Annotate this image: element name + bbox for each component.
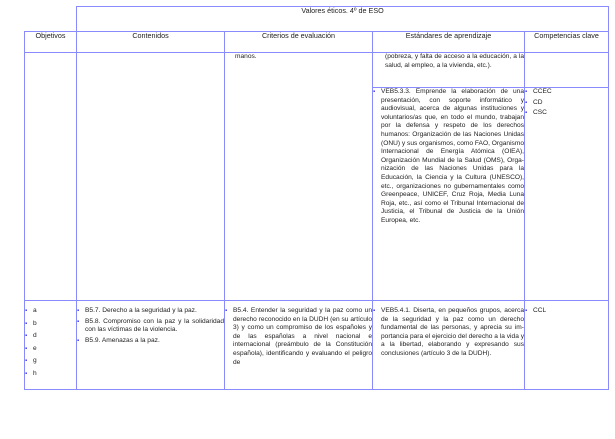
objetivos-cell-empty: [25, 53, 77, 301]
header-estandares: Estándares de aprendizaje: [373, 32, 525, 53]
bullet-icon: ▪: [525, 99, 528, 106]
objetivo: h: [33, 369, 37, 377]
list-item: [25, 307, 76, 316]
list-item: [25, 357, 76, 366]
header-contenidos: Contenidos: [77, 32, 225, 53]
objetivo: e: [33, 344, 37, 352]
estandar-cell: [373, 88, 528, 301]
table-header-row: [25, 32, 609, 53]
list-item: [77, 307, 224, 316]
contenidos-cell-empty: [77, 53, 225, 301]
list-item: [373, 88, 524, 226]
objetivo: g: [33, 357, 37, 365]
list-item: [525, 99, 608, 108]
competencias-cell: [525, 88, 609, 301]
contenidos-cell: [77, 301, 228, 390]
estandar-cell: [373, 301, 528, 390]
contenido: B5.7. Derecho a la seguridad y la paz.: [85, 307, 197, 314]
criterio-cell: [225, 301, 376, 390]
bullet-icon: ▪: [373, 308, 376, 314]
contenido: B5.8. Compromiso con la paz y la solidaridad con las víctimas de la violencia.: [85, 317, 224, 334]
objetivo: b: [33, 319, 37, 327]
criterio-text: manos.: [235, 53, 257, 60]
header-competencias: Competencias clave: [525, 32, 609, 53]
bullet-icon: ▪: [25, 345, 28, 352]
list-item: [525, 88, 608, 97]
list-item: [25, 370, 76, 379]
table-title: Valores éticos. 4º de ESO: [77, 7, 609, 32]
bullet-icon: ▪: [25, 320, 28, 327]
bullet-icon: ▪: [25, 308, 28, 314]
estandar-text: (pobreza, y falta de acceso a la educación, a la salud, al empleo, a la vivienda, etc.).: [385, 53, 524, 69]
list-item: [525, 307, 608, 316]
objetivo: d: [33, 332, 37, 340]
table-row: [25, 301, 609, 390]
contenido: B5.9. Amenazas a la paz.: [85, 336, 160, 344]
criterio-text: B5.4. Entender la seguridad y la paz como un derecho reconocido en la DUDH (en su artículo 3) y como un compromiso de los españoles y de las españolas a nivel nacional e internacional (preámbulo de la Constitución española), identificando y evaluando el peligro de: [233, 307, 372, 366]
list-item: [77, 337, 224, 346]
list-item: [373, 307, 524, 359]
competencias-cell: [525, 301, 609, 390]
bullet-icon: ▪: [25, 370, 28, 377]
header-objetivos: Objetivos: [25, 32, 77, 53]
competencia: CCL: [533, 307, 547, 314]
table-title-row: [25, 7, 609, 32]
competencia: CD: [533, 98, 543, 106]
criterio-cell: [225, 53, 376, 301]
objetivo: a: [33, 307, 37, 314]
list-item: [25, 332, 76, 341]
estandar-text: VEB5.3.3. Emprende la elaboración de una presentación, con soporte informático y audiovisual, acerca de algunas instituciones y voluntarios/as que, en todo el mundo, trabajan por la defensa y respeto de los derechos humanos: Organización de las Naciones Unidas (ONU) y sus organismos, como FAO, Organismo Internacional de Energía Atómica (OIEA), Organización Mundial de la Salud (OMS), Organización de las Naciones Unidas para la Educación, la Ciencia y la Cultura (UNESCO), etc., organizaciones no gubernamentales como Greenpeace, UNICEF, Cruz Roja, Media Luna Roja, etc., así como el Tribunal Internacional de Justicia, el Tribunal de Justicia de la Unión Europea, etc.: [381, 88, 524, 224]
header-criterios: Criterios de evaluación: [225, 32, 373, 53]
bullet-icon: ▪: [225, 308, 228, 314]
list-item: [525, 109, 608, 118]
list-item: [77, 318, 224, 335]
competencia: CCEC: [533, 88, 552, 95]
estandar-text: VEB5.4.1. Diserta, en pequeños grupos, acerca de la seguridad y la paz como un derecho fundamental de las personas, y aprecia su importancia para el ejercicio del derecho a la vida y a la libertad, elaborando y expresando sus conclusiones (artículo 3 de la DUDH).: [381, 307, 524, 357]
competencias-cell-empty: [525, 53, 609, 88]
bullet-icon: ▪: [525, 110, 528, 117]
table-row: [25, 53, 609, 88]
bullet-icon: ▪: [25, 333, 28, 340]
bullet-icon: ▪: [373, 89, 376, 95]
list-item: [225, 307, 372, 367]
bullet-icon: ▪: [77, 318, 80, 325]
list-item: [25, 345, 76, 354]
bullet-icon: ▪: [77, 308, 80, 314]
bullet-icon: ▪: [525, 308, 528, 314]
objetivos-cell: [25, 301, 80, 390]
bullet-icon: ▪: [25, 358, 28, 365]
list-item: [25, 320, 76, 329]
bullet-icon: ▪: [525, 89, 528, 95]
blank-corner: [25, 7, 77, 32]
competencia: CSC: [533, 109, 547, 117]
curriculum-table: [24, 6, 609, 390]
bullet-icon: ▪: [77, 337, 80, 344]
estandar-cell: [373, 53, 525, 88]
